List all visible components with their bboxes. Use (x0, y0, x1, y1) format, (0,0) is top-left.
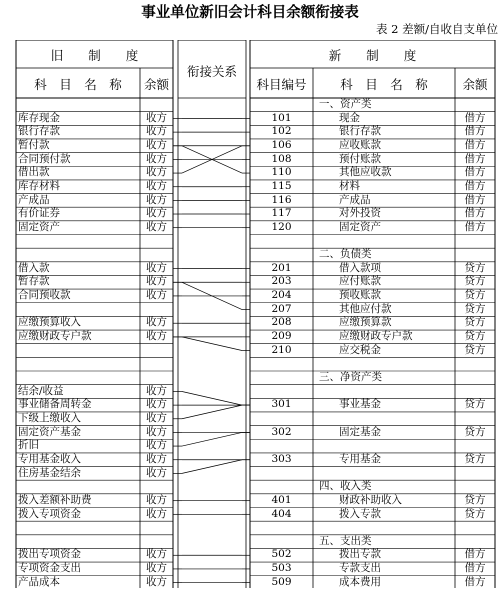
new-account-name: 应交税金 (339, 343, 381, 356)
old-balance-direction: 收方 (146, 179, 167, 192)
new-account-name: 事业基金 (339, 398, 381, 411)
new-account-code: 303 (271, 452, 292, 465)
old-balance-direction: 收方 (146, 398, 167, 411)
new-balance-direction: 借方 (464, 111, 486, 124)
new-balance-direction: 贷方 (464, 398, 486, 411)
new-account-name: 专款支出 (339, 562, 381, 575)
new-account-name: 银行存款 (339, 125, 381, 138)
link-connector (182, 337, 242, 351)
old-balance-direction: 收方 (146, 575, 167, 588)
old-balance-direction: 收方 (146, 275, 167, 288)
old-balance-direction: 收方 (146, 220, 167, 233)
new-account-name: 对外投资 (339, 207, 381, 220)
new-balance-direction: 借方 (464, 207, 486, 220)
new-balance-direction: 借方 (464, 548, 486, 561)
new-account-code: 208 (271, 316, 292, 329)
old-balance-direction: 收方 (146, 125, 167, 138)
old-account-name: 产成品 (18, 193, 50, 206)
link-connector (182, 432, 242, 446)
old-balance-direction: 收方 (146, 439, 167, 452)
new-account-code: 201 (271, 261, 292, 274)
new-balance-direction: 贷方 (464, 316, 486, 329)
old-account-name: 合同预付款 (18, 152, 71, 165)
new-account-name: 预收账款 (339, 289, 381, 302)
new-account-name: 预付账款 (339, 152, 381, 165)
old-account-name: 专用基金收入 (18, 452, 81, 465)
new-balance-direction: 贷方 (464, 330, 486, 343)
new-balance-direction: 借方 (464, 166, 486, 179)
new-account-code: 115 (271, 179, 292, 192)
new-balance-direction: 借方 (464, 125, 486, 138)
header-new-name: 科 目 名 称 (340, 77, 428, 92)
new-account-code: 110 (271, 166, 292, 179)
old-balance-direction: 收方 (146, 111, 167, 124)
header-link: 衔接关系 (186, 64, 237, 79)
new-account-code: 117 (271, 207, 292, 220)
new-account-name: 应付账款 (339, 275, 381, 288)
reconciliation-table (0, 40, 500, 588)
new-account-code: 108 (271, 152, 292, 165)
old-account-name: 下级上缴收入 (18, 411, 81, 424)
header-new-code: 科目编号 (256, 77, 307, 92)
old-account-name: 库存现金 (18, 111, 60, 124)
old-balance-direction: 收方 (146, 138, 167, 151)
old-balance-direction: 收方 (146, 466, 167, 479)
header-new-system: 新 制 度 (328, 48, 417, 63)
new-account-code: 302 (271, 425, 292, 438)
old-account-name: 拨出专项资金 (18, 548, 81, 561)
old-account-name: 借入款 (18, 261, 50, 274)
old-account-name: 专项资金支出 (18, 562, 81, 575)
old-balance-direction: 收方 (146, 166, 167, 179)
old-account-name: 银行存款 (18, 125, 60, 138)
link-connector (182, 460, 242, 474)
link-connector (182, 405, 242, 419)
category-label: 一、资产类 (319, 98, 372, 110)
new-balance-direction: 借方 (464, 179, 486, 192)
header-old-system: 旧 制 度 (50, 48, 139, 63)
new-account-code: 204 (271, 289, 292, 302)
new-balance-direction: 贷方 (464, 261, 486, 274)
old-balance-direction: 收方 (146, 289, 167, 302)
new-balance-direction: 贷方 (464, 452, 486, 465)
new-balance-direction: 贷方 (464, 275, 486, 288)
new-account-code: 207 (271, 302, 292, 315)
new-account-code: 203 (271, 275, 292, 288)
old-balance-direction: 收方 (146, 207, 167, 220)
old-account-name: 拨入差额补助费 (18, 493, 92, 506)
new-account-code: 120 (271, 220, 292, 233)
new-account-code: 503 (271, 562, 292, 575)
old-account-name: 暂付款 (18, 138, 50, 151)
old-balance-direction: 收方 (146, 152, 167, 165)
new-balance-direction: 借方 (464, 220, 486, 233)
new-balance-direction: 借方 (464, 193, 486, 206)
new-balance-direction: 贷方 (464, 425, 486, 438)
old-account-name: 应缴财政专户款 (18, 330, 92, 343)
new-account-code: 401 (271, 493, 292, 506)
new-account-name: 固定资产 (339, 220, 381, 233)
old-balance-direction: 收方 (146, 193, 167, 206)
category-label: 五、支出类 (319, 534, 372, 547)
new-account-name: 财政补助收入 (339, 493, 402, 506)
new-account-name: 固定基金 (339, 425, 381, 438)
old-account-name: 折旧 (18, 439, 39, 452)
old-account-name: 暂存款 (18, 275, 50, 288)
new-balance-direction: 借方 (464, 575, 486, 588)
header-old-name: 科 目 名 称 (34, 77, 122, 92)
page-title: 事业单位新旧会计科目余额衔接表 (141, 5, 359, 21)
new-account-code: 101 (271, 111, 292, 124)
old-account-name: 固定资产 (18, 220, 60, 233)
link-connector (182, 391, 242, 405)
new-account-name: 现金 (339, 111, 360, 124)
new-account-name: 其他应付款 (339, 302, 392, 315)
old-account-name: 事业储备周转金 (18, 398, 92, 411)
new-balance-direction: 贷方 (464, 493, 486, 506)
old-balance-direction: 收方 (146, 384, 167, 397)
new-account-code: 116 (271, 193, 292, 206)
table-subtitle: 表 2 差额/自收自支单位 (375, 22, 498, 36)
category-label: 三、净资产类 (319, 371, 382, 383)
new-balance-direction: 借方 (464, 138, 486, 151)
header-old-balance: 余额 (143, 77, 169, 92)
header-new-balance: 余额 (462, 77, 488, 92)
old-account-name: 借出款 (18, 166, 50, 179)
new-account-name: 应收账款 (339, 138, 381, 151)
category-label: 二、负债类 (319, 248, 372, 261)
new-account-name: 产成品 (339, 193, 371, 206)
old-account-name: 拨入专项资金 (18, 507, 81, 520)
new-account-code: 209 (271, 330, 292, 343)
new-account-code: 102 (271, 125, 292, 138)
new-account-code: 210 (271, 343, 292, 356)
old-account-name: 固定资产基金 (18, 425, 81, 438)
new-account-name: 专用基金 (339, 452, 381, 465)
old-account-name: 合同预收款 (18, 289, 71, 302)
new-balance-direction: 借方 (464, 152, 486, 165)
new-balance-direction: 贷方 (464, 507, 486, 520)
new-balance-direction: 借方 (464, 562, 486, 575)
old-account-name: 产品成本 (18, 575, 60, 588)
old-account-name: 结余/收益 (18, 384, 64, 397)
old-balance-direction: 收方 (146, 411, 167, 424)
new-account-name: 材料 (339, 179, 360, 192)
new-account-name: 应缴预算款 (339, 316, 392, 329)
old-account-name: 住房基金结余 (18, 466, 81, 479)
new-account-name: 应缴财政专户款 (339, 330, 413, 343)
category-label: 四、收入类 (319, 480, 372, 493)
old-balance-direction: 收方 (146, 493, 167, 506)
old-balance-direction: 收方 (146, 507, 167, 520)
old-account-name: 有价证券 (18, 207, 60, 220)
old-balance-direction: 收方 (146, 548, 167, 561)
old-balance-direction: 收方 (146, 452, 167, 465)
new-account-code: 404 (271, 507, 292, 520)
old-balance-direction: 收方 (146, 316, 167, 329)
old-balance-direction: 收方 (146, 261, 167, 274)
new-account-name: 借入款项 (339, 261, 381, 274)
new-balance-direction: 贷方 (464, 289, 486, 302)
old-balance-direction: 收方 (146, 562, 167, 575)
old-account-name: 应缴预算收入 (18, 316, 81, 329)
new-account-code: 106 (271, 138, 292, 151)
new-balance-direction: 贷方 (464, 343, 486, 356)
new-account-code: 502 (271, 548, 292, 561)
old-account-name: 库存材料 (18, 179, 60, 192)
old-balance-direction: 收方 (146, 330, 167, 343)
old-balance-direction: 收方 (146, 425, 167, 438)
new-account-name: 拨出专款 (339, 548, 381, 561)
new-account-name: 拨入专款 (339, 507, 381, 520)
new-balance-direction: 贷方 (464, 302, 486, 315)
new-account-name: 成本费用 (339, 575, 381, 588)
new-account-code: 509 (271, 575, 292, 588)
new-account-code: 301 (271, 398, 292, 411)
new-account-name: 其他应收款 (339, 166, 392, 179)
